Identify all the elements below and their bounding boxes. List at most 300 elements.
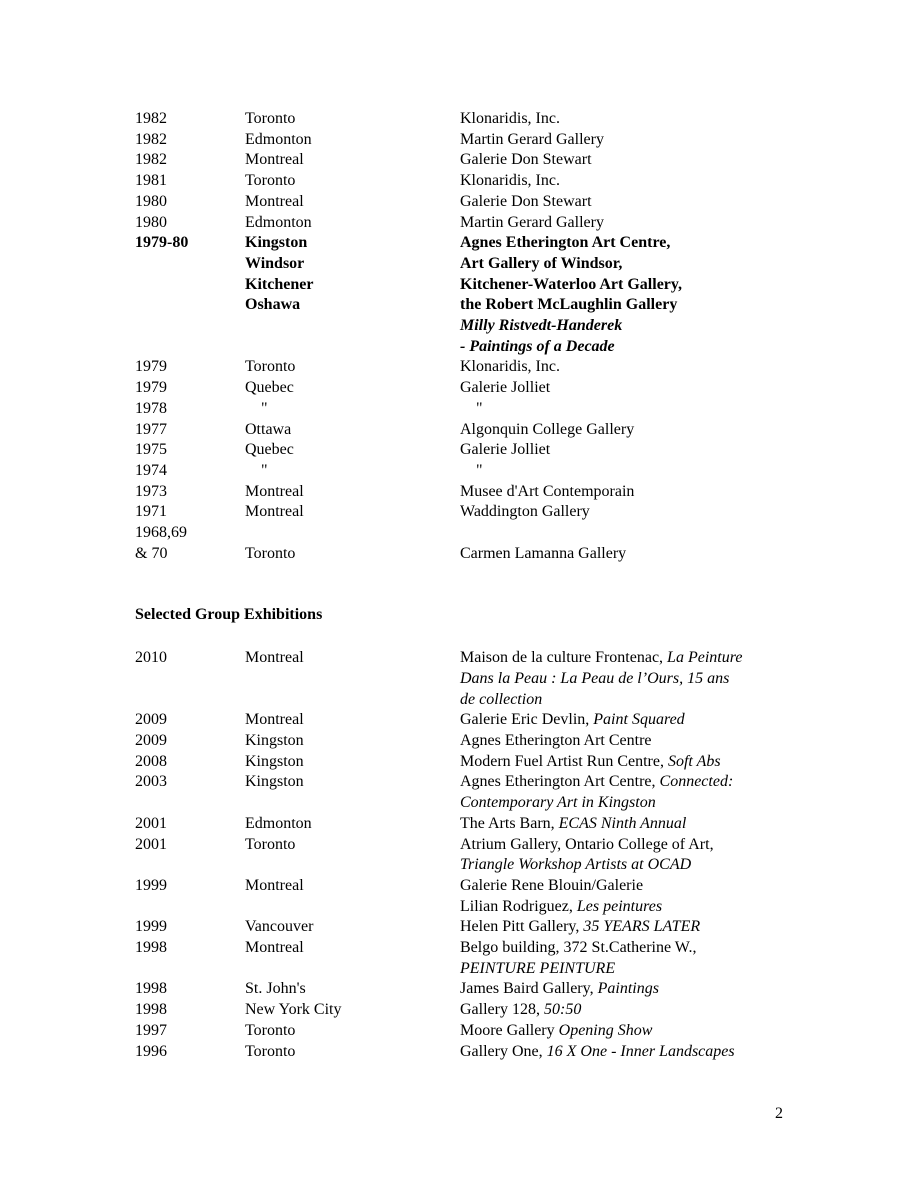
city-column xyxy=(245,544,460,565)
text-segment: 1968,69 xyxy=(135,524,187,542)
venue-column xyxy=(460,378,793,399)
text-line xyxy=(460,835,793,856)
text-line xyxy=(245,979,460,1000)
text-line xyxy=(135,482,245,503)
text-segment: La Peinture xyxy=(667,649,743,667)
text-line xyxy=(245,876,460,897)
text-segment: Oshawa xyxy=(245,296,301,314)
city-column xyxy=(245,192,460,213)
text-line xyxy=(135,192,245,213)
text-segment: Belgo building, 372 St.Catherine W., xyxy=(460,939,697,957)
venue-column xyxy=(460,150,793,171)
text-segment: Edmonton xyxy=(245,130,312,148)
text-line xyxy=(135,357,245,378)
exhibition-row xyxy=(135,917,793,938)
text-segment: Toronto xyxy=(245,172,296,190)
text-segment: Montreal xyxy=(245,482,304,500)
exhibition-row xyxy=(135,378,793,399)
text-segment: Klonaridis, Inc. xyxy=(460,110,560,127)
text-segment: Triangle Workshop Artists at OCAD xyxy=(460,856,692,874)
text-segment: 1999 xyxy=(135,918,167,936)
text-line xyxy=(245,835,460,856)
text-line xyxy=(460,1021,793,1042)
text-line xyxy=(460,461,793,482)
text-segment: PEINTURE PEINTURE xyxy=(460,959,616,977)
text-line xyxy=(245,752,460,773)
exhibition-list xyxy=(135,109,793,1062)
text-segment: Kingston xyxy=(245,731,304,749)
text-line xyxy=(460,648,793,669)
text-segment: 1998 xyxy=(135,1001,167,1019)
text-line xyxy=(245,109,460,130)
year-column xyxy=(135,544,245,565)
page-number: 2 xyxy=(775,1105,783,1122)
text-line xyxy=(245,378,460,399)
text-line xyxy=(245,544,460,565)
exhibition-row xyxy=(135,233,793,357)
text-line xyxy=(460,233,793,254)
text-segment: 1975 xyxy=(135,441,167,459)
text-line xyxy=(460,669,793,690)
text-segment: 1998 xyxy=(135,980,167,998)
venue-column xyxy=(460,1000,793,1021)
text-line xyxy=(245,731,460,752)
text-segment: 1982 xyxy=(135,110,167,127)
text-segment: Martin Gerard Gallery xyxy=(460,213,604,231)
text-segment: Ottawa xyxy=(245,420,292,438)
city-column xyxy=(245,1042,460,1063)
text-segment: 1997 xyxy=(135,1021,167,1039)
text-segment: Galerie Eric Devlin, xyxy=(460,711,594,729)
text-segment: New York City xyxy=(245,1001,342,1019)
text-line xyxy=(135,420,245,441)
city-column xyxy=(245,150,460,171)
text-segment: Edmonton xyxy=(245,814,312,832)
text-segment: 1981 xyxy=(135,172,167,190)
text-segment: Quebec xyxy=(245,441,294,459)
year-column xyxy=(135,814,245,835)
city-column xyxy=(245,233,460,316)
text-segment: 35 YEARS LATER xyxy=(583,918,701,936)
text-segment: " xyxy=(476,399,483,417)
text-line xyxy=(135,752,245,773)
exhibition-row xyxy=(135,979,793,1000)
text-segment: Toronto xyxy=(245,1042,296,1060)
exhibition-row xyxy=(135,1021,793,1042)
text-segment: Milly Ristvedt-Handerek xyxy=(460,317,623,335)
exhibition-row xyxy=(135,440,793,461)
text-segment: Musee d'Art Contemporain xyxy=(460,482,635,500)
text-segment: - Paintings of a Decade xyxy=(460,337,615,355)
year-column xyxy=(135,523,245,544)
text-segment: Montreal xyxy=(245,711,304,729)
venue-column xyxy=(460,440,793,461)
text-segment: 16 X One - Inner Landscapes xyxy=(546,1042,735,1060)
venue-column xyxy=(460,420,793,441)
text-segment: Moore Gallery xyxy=(460,1021,559,1039)
year-column xyxy=(135,399,245,420)
text-segment: Montreal xyxy=(245,503,304,521)
venue-column xyxy=(460,130,793,151)
text-line xyxy=(245,917,460,938)
text-line xyxy=(460,109,793,130)
text-line xyxy=(135,835,245,856)
city-column xyxy=(245,399,460,420)
text-segment: Soft Abs xyxy=(667,752,721,770)
exhibition-row xyxy=(135,399,793,420)
year-column xyxy=(135,835,245,856)
year-column xyxy=(135,150,245,171)
year-column xyxy=(135,917,245,938)
text-line xyxy=(460,917,793,938)
text-line xyxy=(245,710,460,731)
exhibition-row xyxy=(135,814,793,835)
text-line xyxy=(460,772,793,793)
venue-column xyxy=(460,710,793,731)
text-segment: Kingston xyxy=(245,234,308,252)
venue-column xyxy=(460,917,793,938)
venue-column xyxy=(460,979,793,1000)
text-line xyxy=(460,938,793,959)
text-segment: 1980 xyxy=(135,192,167,210)
text-line xyxy=(460,1042,793,1063)
text-line xyxy=(460,378,793,399)
text-line xyxy=(135,648,245,669)
text-segment: de collection xyxy=(460,690,543,708)
text-line xyxy=(135,1042,245,1063)
year-column xyxy=(135,233,245,254)
text-segment: Kingston xyxy=(245,773,304,791)
text-line xyxy=(460,192,793,213)
year-column xyxy=(135,171,245,192)
text-line xyxy=(135,710,245,731)
venue-column xyxy=(460,814,793,835)
venue-column xyxy=(460,752,793,773)
exhibition-row xyxy=(135,192,793,213)
venue-column xyxy=(460,835,793,876)
city-column xyxy=(245,130,460,151)
text-line xyxy=(135,109,245,130)
text-segment: Windsor xyxy=(245,254,305,272)
text-line xyxy=(135,938,245,959)
year-column xyxy=(135,648,245,669)
text-line xyxy=(460,316,793,337)
city-column xyxy=(245,917,460,938)
solo-exhibitions-list xyxy=(135,109,793,564)
text-segment: 1979 xyxy=(135,358,167,376)
text-segment: Montreal xyxy=(245,649,304,667)
text-segment: Agnes Etherington Art Centre, xyxy=(460,234,671,252)
exhibition-row xyxy=(135,171,793,192)
text-segment: the Robert McLaughlin Gallery xyxy=(460,296,678,314)
text-segment: Galerie Jolliet xyxy=(460,379,551,397)
year-column xyxy=(135,1021,245,1042)
venue-column xyxy=(460,482,793,503)
city-column xyxy=(245,1021,460,1042)
text-line xyxy=(460,502,793,523)
city-column xyxy=(245,420,460,441)
text-line xyxy=(245,275,460,296)
text-segment: St. John's xyxy=(245,980,306,998)
year-column xyxy=(135,213,245,234)
exhibition-row xyxy=(135,420,793,441)
text-line xyxy=(135,150,245,171)
venue-column xyxy=(460,544,793,565)
year-column xyxy=(135,130,245,151)
text-segment: 2003 xyxy=(135,773,167,791)
year-column xyxy=(135,876,245,897)
text-line xyxy=(135,979,245,1000)
year-column xyxy=(135,752,245,773)
city-column xyxy=(245,710,460,731)
text-segment: 1974 xyxy=(135,461,167,479)
text-line xyxy=(460,337,793,358)
exhibition-row xyxy=(135,772,793,813)
venue-column xyxy=(460,109,793,130)
year-column xyxy=(135,109,245,130)
text-line xyxy=(460,482,793,503)
exhibition-row xyxy=(135,752,793,773)
venue-column xyxy=(460,357,793,378)
text-line xyxy=(460,295,793,316)
text-line xyxy=(460,710,793,731)
text-segment: Montreal xyxy=(245,151,304,169)
venue-column xyxy=(460,731,793,752)
text-segment: 2009 xyxy=(135,731,167,749)
year-column xyxy=(135,731,245,752)
text-segment: James Baird Gallery, xyxy=(460,980,598,998)
exhibition-row xyxy=(135,109,793,130)
venue-column xyxy=(460,876,793,917)
exhibition-row xyxy=(135,710,793,731)
text-segment: 1973 xyxy=(135,482,167,500)
venue-column xyxy=(460,1021,793,1042)
text-segment: Les peintures xyxy=(576,897,663,915)
text-segment: Montreal xyxy=(245,876,304,894)
text-line xyxy=(245,420,460,441)
city-column xyxy=(245,979,460,1000)
text-line xyxy=(135,523,245,544)
text-segment: Agnes Etherington Art Centre, xyxy=(460,773,660,791)
text-line xyxy=(460,731,793,752)
text-segment: Dans la Peau : La Peau de l’Ours, 15 ans xyxy=(460,669,730,687)
text-line xyxy=(460,357,793,378)
year-column xyxy=(135,357,245,378)
exhibition-row xyxy=(135,1000,793,1021)
text-line xyxy=(245,254,460,275)
text-line xyxy=(460,876,793,897)
city-column xyxy=(245,109,460,130)
text-line xyxy=(245,171,460,192)
text-line xyxy=(135,130,245,151)
text-segment: " xyxy=(476,461,483,479)
exhibition-row xyxy=(135,938,793,979)
text-line xyxy=(245,1042,460,1063)
text-segment: Paint Squared xyxy=(593,711,685,729)
text-segment: Waddington Gallery xyxy=(460,503,590,521)
text-line xyxy=(460,254,793,275)
text-segment: Galerie Don Stewart xyxy=(460,192,592,210)
text-segment: Carmen Lamanna Gallery xyxy=(460,544,627,562)
text-segment: Galerie Rene Blouin/Galerie xyxy=(460,876,644,894)
text-segment: Montreal xyxy=(245,939,304,957)
text-segment: Kingston xyxy=(245,752,304,770)
text-line xyxy=(460,440,793,461)
venue-column xyxy=(460,192,793,213)
city-column xyxy=(245,378,460,399)
venue-column xyxy=(460,772,793,813)
text-segment: " xyxy=(261,461,268,479)
text-segment: 50:50 xyxy=(543,1001,582,1019)
text-segment: Toronto xyxy=(245,358,296,376)
text-segment: 1998 xyxy=(135,939,167,957)
text-segment: 1999 xyxy=(135,876,167,894)
text-line xyxy=(460,420,793,441)
text-segment: " xyxy=(261,399,268,417)
city-column xyxy=(245,171,460,192)
text-segment: Helen Pitt Gallery, xyxy=(460,918,584,936)
text-line xyxy=(460,150,793,171)
text-line xyxy=(245,1021,460,1042)
text-segment: Toronto xyxy=(245,110,296,127)
text-segment: 1979-80 xyxy=(135,234,189,252)
text-line xyxy=(460,275,793,296)
text-segment: The Arts Barn, xyxy=(460,814,559,832)
text-line xyxy=(135,502,245,523)
venue-column xyxy=(460,938,793,979)
text-line xyxy=(135,1000,245,1021)
text-segment: Gallery 128, xyxy=(460,1001,544,1019)
city-column xyxy=(245,213,460,234)
text-line xyxy=(135,171,245,192)
exhibition-row xyxy=(135,523,793,544)
text-line xyxy=(135,731,245,752)
exhibition-row xyxy=(135,357,793,378)
text-segment: Toronto xyxy=(245,835,296,853)
text-line xyxy=(245,772,460,793)
text-line xyxy=(460,130,793,151)
text-line xyxy=(135,440,245,461)
text-line xyxy=(135,772,245,793)
text-line xyxy=(135,213,245,234)
text-segment: 1982 xyxy=(135,151,167,169)
text-segment: Gallery One, xyxy=(460,1042,547,1060)
text-line xyxy=(245,502,460,523)
city-column xyxy=(245,461,460,482)
city-column xyxy=(245,731,460,752)
text-segment: 1978 xyxy=(135,399,167,417)
year-column xyxy=(135,378,245,399)
year-column xyxy=(135,420,245,441)
exhibition-row xyxy=(135,835,793,876)
text-line xyxy=(135,378,245,399)
year-column xyxy=(135,192,245,213)
exhibition-row xyxy=(135,1042,793,1063)
text-segment: & 70 xyxy=(135,544,168,562)
text-segment: Vancouver xyxy=(245,918,314,936)
text-line xyxy=(460,399,793,420)
text-line xyxy=(245,130,460,151)
text-segment: 1971 xyxy=(135,503,167,521)
text-line xyxy=(135,544,245,565)
text-line xyxy=(135,399,245,420)
text-segment: Lilian Rodriguez, xyxy=(460,897,577,915)
city-column xyxy=(245,357,460,378)
city-column xyxy=(245,502,460,523)
exhibition-row xyxy=(135,502,793,523)
text-segment: 2010 xyxy=(135,649,167,667)
venue-column xyxy=(460,399,793,420)
text-line xyxy=(460,171,793,192)
text-segment: 2001 xyxy=(135,814,167,832)
text-line xyxy=(460,1000,793,1021)
city-column xyxy=(245,1000,460,1021)
text-segment: Algonquin College Gallery xyxy=(460,420,635,438)
text-line xyxy=(460,752,793,773)
text-line xyxy=(460,213,793,234)
venue-column xyxy=(460,461,793,482)
text-segment: 1977 xyxy=(135,420,167,438)
text-line xyxy=(135,917,245,938)
exhibition-row xyxy=(135,213,793,234)
text-line xyxy=(460,814,793,835)
exhibition-row xyxy=(135,876,793,917)
text-line xyxy=(245,648,460,669)
group-exhibitions-heading: Selected Group Exhibitions xyxy=(135,606,323,624)
year-column xyxy=(135,440,245,461)
text-line xyxy=(460,855,793,876)
text-line xyxy=(135,1021,245,1042)
text-segment: Toronto xyxy=(245,544,296,562)
text-line xyxy=(135,814,245,835)
group-exhibitions-list xyxy=(135,648,793,1062)
city-column xyxy=(245,648,460,669)
text-line xyxy=(245,233,460,254)
venue-column xyxy=(460,213,793,234)
text-segment: Klonaridis, Inc. xyxy=(460,358,560,376)
year-column xyxy=(135,461,245,482)
text-line xyxy=(245,482,460,503)
text-line xyxy=(460,959,793,980)
exhibition-row xyxy=(135,544,793,565)
exhibition-row xyxy=(135,731,793,752)
text-segment: 2008 xyxy=(135,752,167,770)
text-segment: Maison de la culture Frontenac, xyxy=(460,649,668,667)
venue-column xyxy=(460,502,793,523)
text-line xyxy=(245,938,460,959)
text-line xyxy=(245,440,460,461)
city-column xyxy=(245,440,460,461)
text-segment: ECAS Ninth Annual xyxy=(558,814,687,832)
text-line xyxy=(460,690,793,711)
text-line xyxy=(245,1000,460,1021)
text-line xyxy=(460,979,793,1000)
city-column xyxy=(245,772,460,793)
text-segment: Klonaridis, Inc. xyxy=(460,172,560,190)
text-segment: Quebec xyxy=(245,379,294,397)
year-column xyxy=(135,938,245,959)
year-column xyxy=(135,1000,245,1021)
text-segment: Art Gallery of Windsor, xyxy=(460,254,623,272)
text-line xyxy=(245,399,460,420)
city-column xyxy=(245,814,460,835)
year-column xyxy=(135,502,245,523)
exhibition-row xyxy=(135,648,793,710)
text-segment: Edmonton xyxy=(245,213,312,231)
text-segment: 1982 xyxy=(135,130,167,148)
city-column xyxy=(245,938,460,959)
venue-column xyxy=(460,1042,793,1063)
